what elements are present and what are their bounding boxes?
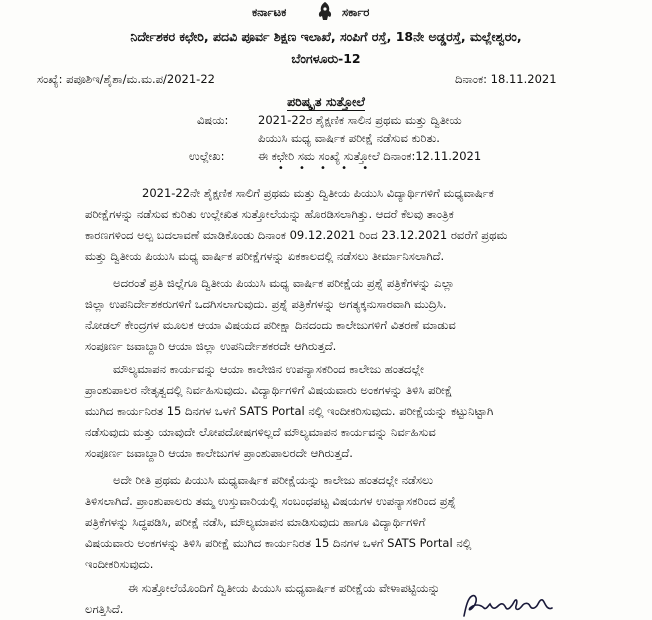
paragraph-4-line-2: ತಿಳಿಸಲಾಗಿದೆ. ಪ್ರಾಂಶುಪಾಲರು ತಮ್ಮ ಉಸ್ತುವಾರಿಯಲ್ಲಿ ಸಂಬಂಧಪಟ್ಟ ವಿಷಯಗಳ ಉಪನ್ಯಾಸಕರಿಂದ ಪ್ರಶ್ನೆ — [85, 494, 456, 508]
paragraph-4-line-5: ಇಂದೀಕರಿಸುವುದು. — [85, 557, 154, 571]
paragraph-5-line-2: ಲಗತ್ತಿಸಿದೆ. — [85, 602, 124, 616]
paragraph-2-line-3: ನೋಡಲ್ ಕೇಂದ್ರಗಳ ಮೂಲಕ ಆಯಾ ವಿಷಯದ ಪರೀಕ್ಷಾ ದಿನದಂದು ಕಾಲೇಜುಗಳಿಗೆ ವಿತರಣೆ ಮಾಡುವ — [85, 318, 456, 332]
separator-dots: • • • • • — [277, 163, 375, 174]
paragraph-3-line-4: ನಡೆಸುವುದು ಮತ್ತು ಯಾವುದೇ ಲೋಪದೋಷಗಳಿಲ್ಲದೆ ಮೌಲ್ಯಮಾಪನ ಕಾರ್ಯವನ್ನು ನಿರ್ವಹಿಸುವ — [85, 425, 436, 439]
paragraph-4-line-4: ವಿಷಯವಾರು ಅಂಕಗಳನ್ನು ತಿಳಿಸಿ ಪರೀಕ್ಷೆ ಮುಗಿದ ಕಾರ್ಯನಿರತ 15 ದಿನಗಳ ಒಳಗೆ SATS Portal ನಲ್ಲಿ — [85, 536, 472, 550]
paragraph-1-line-2: ಪರೀಕ್ಷೆಗಳನ್ನು ನಡೆಸುವ ಕುರಿತು ಉಲ್ಲೇಖಿತ ಸುತ್ತೋಲೆಯನ್ನು ಹೊರಡಿಸಲಾಗಿತ್ತು. ಆದರೆ ಕೆಲವು ತಾಂತ್ರಿಕ — [85, 207, 454, 221]
paragraph-3-line-2: ಪ್ರಾಂಶುಪಾಲರ ನೇತೃತ್ವದಲ್ಲಿ ನಿರ್ವಹಿಸುವುದು. ವಿದ್ಯಾರ್ಥಿಗಳಿಗೆ ವಿಷಯವಾರು ಅಂಕಗಳನ್ನು ತಿಳಿಸಿ ಪರೀಕ್ಷೆ — [85, 383, 453, 397]
subject-line-2: ಪಿಯುಸಿ ಮಧ್ಯ ವಾರ್ಷಿಕ ಪರೀಕ್ಷೆ ನಡೆಸುವ ಕುರಿತು. — [258, 131, 440, 145]
office-city: ಬೆಂಗಳೂರು-12 — [291, 51, 361, 66]
subject-label: ವಿಷಯ: — [197, 113, 229, 127]
paragraph-3-line-3: ಮುಗಿದ ಕಾರ್ಯನಿರತ 15 ದಿನಗಳ ಒಳಗೆ SATS Portal ನಲ್ಲಿ ಇಂದೀಕರಿಸುವುದು. ಪರೀಕ್ಷೆಯನ್ನು ಕಟ್ಟುನಿಟ್ಟಾಗಿ — [85, 404, 494, 418]
paragraph-2-line-1: ಅದರಂತೆ ಪ್ರತಿ ಜಿಲ್ಲೆಗೂ ದ್ವಿತೀಯ ಪಿಯುಸಿ ಮಧ್ಯ ವಾರ್ಷಿಕ ಪರೀಕ್ಷೆಯ ಪ್ರಶ್ನೆ ಪತ್ರಿಕೆಗಳನ್ನು ಎಲ್ಲಾ — [113, 276, 455, 290]
paragraph-2-line-4: ಸಂಪೂರ್ಣ ಜವಾಬ್ದಾರಿ ಆಯಾ ಜಿಲ್ಲಾ ಉಪನಿರ್ದೇಶಕರದೇ ಆಗಿರುತ್ತದೆ. — [85, 339, 337, 353]
signature — [458, 592, 568, 620]
circular-date: ದಿನಾಂಕ: 18.11.2021 — [455, 72, 557, 86]
paragraph-3-line-5: ಸಂಪೂರ್ಣ ಜವಾಬ್ದಾರಿ ಆಯಾ ಕಾಲೇಜುಗಳ ಪ್ರಾಂಶುಪಾಲರದೇ ಆಗಿರುತ್ತದೆ. — [85, 446, 353, 460]
paragraph-1-line-4: ಮತ್ತು ದ್ವಿತೀಯ ಪಿಯುಸಿ ಮಧ್ಯ ವಾರ್ಷಿಕ ಪರೀಕ್ಷೆಗಳನ್ನು ಏಕಕಾಲದಲ್ಲಿ ನಡೆಸಲು ತೀರ್ಮಾನಿಸಲಾಗಿದೆ. — [85, 249, 445, 263]
reference-label: ಉಲ್ಲೇಖ: — [189, 149, 225, 163]
paragraph-4-line-3: ಪತ್ರಿಕೆಗಳನ್ನು ಸಿದ್ಧಪಡಿಸಿ, ಪರೀಕ್ಷೆ ನಡೆಸಿ, ಮೌಲ್ಯಮಾಪನ ಮಾಡಿಸುವುದು ಹಾಗೂ ವಿದ್ಯಾರ್ಥಿಗಳಿಗೆ — [85, 515, 426, 529]
government-label-right: ಸರ್ಕಾರ — [342, 5, 370, 19]
paragraph-5-line-1: ಈ ಸುತ್ತೋಲೆಯೊಂದಿಗೆ ದ್ವಿತೀಯ ಪಿಯುಸಿ ಮಧ್ಯವಾರ್ಷಿಕ ಪರೀಕ್ಷೆಯ ವೇಳಾಪಟ್ಟಿಯನ್ನು — [128, 581, 441, 595]
reference-number: ಸಂಖ್ಯೆ: ಪಪೂಶಿಇ/ಶೈಶಾ/ಮ.ಮ.ಪ/2021-22 — [37, 72, 215, 86]
government-label-left: ಕರ್ನಾಟಕ — [252, 5, 287, 19]
circular-title-text: ಪರಿಷ್ಕೃತ ಸುತ್ತೋಲೆ — [287, 94, 365, 109]
office-address: ನಿರ್ದೇಶಕರ ಕಛೇರಿ, ಪದವಿ ಪೂರ್ವ ಶಿಕ್ಷಣ ಇಲಾಖೆ, ಸಂಪಿಗೆ ರಸ್ತೆ, 18ನೇ ಅಡ್ಡರಸ್ತೆ, ಮಲ್ಲೇಶ್ವರಂ, — [130, 29, 522, 44]
paragraph-4-line-1: ಅದೇ ರೀತಿ ಪ್ರಥಮ ಪಿಯುಸಿ ಮಧ್ಯವಾರ್ಷಿಕ ಪರೀಕ್ಷೆಯನ್ನು ಕಾಲೇಜು ಹಂತದಲ್ಲೇ ನಡೆಸಲು — [113, 473, 434, 487]
paragraph-1-line-3: ಕಾರಣಗಳಿಂದ ಅಲ್ಪ ಬದಲಾವಣೆ ಮಾಡಿಕೊಂಡು ದಿನಾಂಕ 09.12.2021 ರಿಂದ 23.12.2021 ರವರೆಗೆ ಪ್ರಥಮ — [85, 228, 508, 242]
reference-text: ಈ ಕಛೇರಿ ಸಮ ಸಂಖ್ಯೆ ಸುತ್ತೋಲೆ ದಿನಾಂಕ:12.11.2021 — [258, 149, 482, 163]
paragraph-1-line-1: 2021-22ನೇ ಶೈಕ್ಷಣಿಕ ಸಾಲಿಗೆ ಪ್ರಥಮ ಮತ್ತು ದ್ವಿತೀಯ ಪಿಯುಸಿ ವಿದ್ಯಾರ್ಥಿಗಳಿಗೆ ಮಧ್ಯವಾರ್ಷಿಕ — [142, 186, 494, 200]
state-emblem-icon — [316, 1, 334, 21]
paragraph-2-line-2: ಜಿಲ್ಲಾ ಉಪನಿರ್ದೇಶಕರುಗಳಿಗೆ ಒದಗಿಸಲಾಗುವುದು. ಪ್ರಶ್ನೆ ಪತ್ರಿಕೆಗಳನ್ನು ಅಗತ್ಯಕ್ಕನುಸಾರವಾಗಿ ಮುದ್ರಿಸಿ. — [85, 297, 447, 311]
circular-title — [0, 94, 652, 110]
subject-line-1: 2021-22ರ ಶೈಕ್ಷಣಿಕ ಸಾಲಿನ ಪ್ರಥಮ ಮತ್ತು ದ್ವಿತೀಯ — [258, 113, 462, 127]
paragraph-3-line-1: ಮೌಲ್ಯಮಾಪನ ಕಾರ್ಯವನ್ನು ಆಯಾ ಕಾಲೇಜಿನ ಉಪನ್ಯಾಸಕರಿಂದ ಕಾಲೇಜು ಹಂತದಲ್ಲೇ — [113, 362, 424, 376]
